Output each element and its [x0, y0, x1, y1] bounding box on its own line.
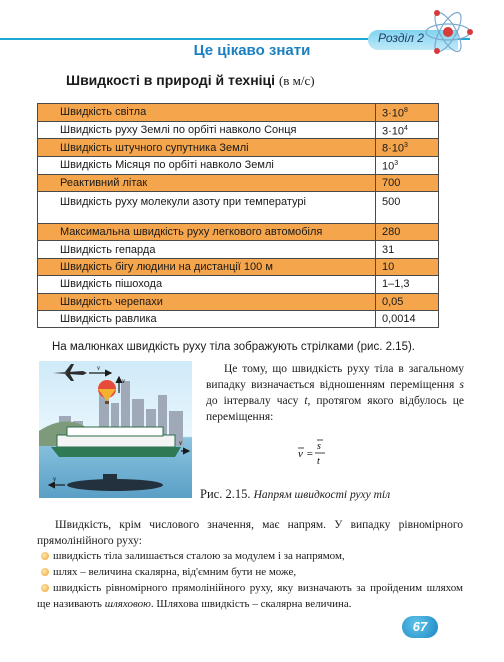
bullet-icon	[41, 584, 49, 592]
formula-numerator: s	[317, 441, 321, 452]
table-unit: (в м/с)	[278, 73, 315, 88]
airplane	[53, 364, 111, 381]
speed-value	[376, 121, 439, 139]
table-row	[38, 310, 439, 327]
speed-label: Реактивний літак	[38, 174, 376, 191]
speed-value	[376, 276, 439, 293]
bullet-item	[37, 565, 463, 581]
value-base: 10	[382, 160, 395, 173]
table-row	[38, 293, 439, 310]
value-base: 0,05	[382, 295, 404, 308]
table-title: Швидкості в природі й техніці	[66, 72, 276, 88]
formula-eq: =	[306, 448, 314, 460]
section-label: Розділ 2	[378, 31, 424, 45]
value-exponent: 8	[404, 107, 408, 114]
table-row	[38, 241, 439, 258]
speed-label: Швидкість пішохода	[38, 276, 376, 293]
speed-label: Швидкість світла	[38, 104, 376, 122]
speed-label: Швидкість руху молекули азоту при температурі	[38, 192, 376, 224]
formula-lhs: v	[298, 448, 303, 460]
speed-label: Максимальна швидкість руху легкового автомобіля	[38, 224, 376, 241]
page-number: 67	[402, 616, 438, 638]
velocity-illustration	[39, 361, 192, 498]
value-base: 0,0014	[382, 313, 416, 326]
bullet-item	[37, 549, 463, 565]
speed-label: Швидкість гепарда	[38, 241, 376, 258]
value-base: 1–1,3	[382, 278, 410, 291]
bullet-text: . Шляхова швидкість – скалярна величина.	[150, 597, 352, 610]
table-row	[38, 192, 439, 224]
bullet-text: швидкість рівномірного прямолінійного руху, яку визначають за пройденим шляхом ще називають	[37, 582, 463, 610]
bullet-item	[37, 581, 463, 612]
value-exponent: 4	[404, 124, 408, 132]
value-exponent: 3	[404, 142, 408, 150]
speed-label: Швидкість руху Землі по орбіті навколо Сонця	[38, 121, 376, 139]
value-base: 8·10	[382, 142, 405, 155]
table-row	[38, 104, 439, 122]
speed-value	[376, 174, 439, 191]
value-base: 10	[382, 260, 395, 273]
table-row	[38, 121, 439, 139]
speed-value	[376, 192, 439, 224]
figure-caption-text: Напрям швидкості руху тіл	[253, 489, 391, 501]
figure-number: Рис. 2.15.	[200, 487, 251, 501]
table-row	[38, 174, 439, 191]
figure-caption	[200, 487, 390, 502]
speeds-table	[37, 103, 439, 328]
text-span: Це тому, що швидкість руху тіла в загальному випадку визначається відношенням переміщення	[206, 363, 464, 391]
value-base: 700	[382, 176, 401, 189]
table-row	[38, 224, 439, 241]
text-span: до інтервалу часу	[206, 395, 305, 407]
var-t: t	[304, 395, 308, 407]
vector-label: v	[53, 475, 57, 483]
speed-value	[376, 139, 439, 157]
speed-label: Швидкість штучного супутника Землі	[38, 139, 376, 157]
table-row	[38, 156, 439, 174]
value-base: 3·10	[382, 107, 405, 120]
value-exponent: 3	[394, 159, 399, 167]
paragraph-definition	[206, 361, 464, 425]
speed-label: Швидкість черепахи	[38, 293, 376, 310]
bullet-icon	[41, 552, 49, 560]
bullet-italic: шляховою	[104, 597, 151, 610]
banner-title: Це цікаво знати	[193, 42, 311, 59]
speed-value	[376, 156, 439, 174]
table-row	[38, 276, 439, 293]
table-heading	[66, 72, 315, 89]
speed-value	[376, 241, 439, 258]
bullet-icon	[41, 568, 49, 576]
speed-value	[376, 310, 439, 327]
speed-value	[376, 258, 439, 275]
table-row	[38, 139, 439, 157]
text-span: , протягом якого відбулось це переміщення:	[206, 395, 464, 423]
submarine	[49, 474, 163, 491]
value-base: 280	[382, 226, 401, 239]
speed-value	[376, 293, 439, 310]
vector-label: v	[179, 439, 183, 447]
value-base: 31	[382, 243, 395, 256]
speed-value	[376, 224, 439, 241]
bullet-text: шлях – величина скалярна, від'ємним бути не може,	[53, 566, 297, 578]
speed-label: Швидкість Місяця по орбіті навколо Землі	[38, 156, 376, 174]
speed-value	[376, 104, 439, 122]
ferry-boat	[51, 427, 189, 457]
value-base: 500	[382, 196, 401, 209]
vector-label: v	[97, 364, 101, 372]
velocity-formula	[296, 437, 336, 469]
value-base: 3·10	[382, 125, 405, 138]
formula-denominator: t	[317, 456, 320, 467]
bullet-text: швидкість тіла залишається сталою за модулем і за напрямом,	[53, 550, 345, 562]
table-row	[38, 258, 439, 275]
vector-s: s	[459, 379, 464, 391]
paragraph-direction: Швидкість, крім числового значення, має напрям. У випадку рівномірного прямолінійного руху:	[37, 519, 463, 547]
speed-label: Швидкість равлика	[38, 310, 376, 327]
vector-label: v	[122, 377, 126, 385]
intro-text: На малюнках швидкість руху тіла зображують стрілками (рис. 2.15).	[52, 341, 415, 353]
speed-label: Швидкість бігу людини на дистанції 100 м	[38, 258, 376, 275]
